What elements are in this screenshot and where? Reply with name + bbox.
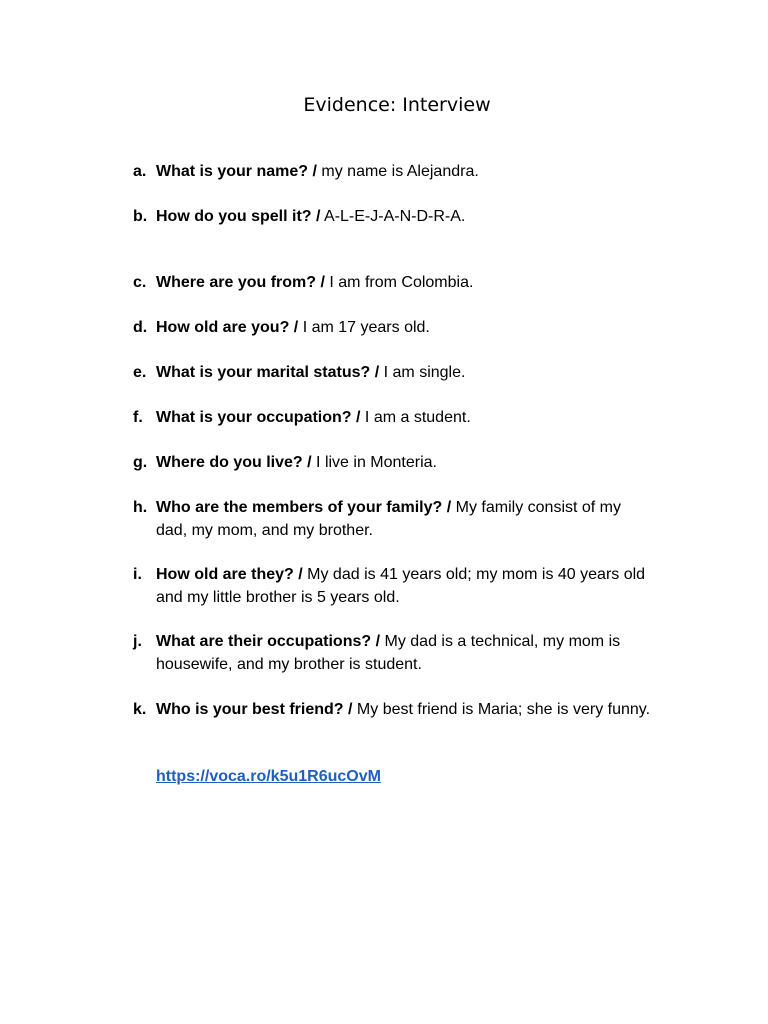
- item-letter: a.: [133, 163, 147, 180]
- separator: /: [298, 566, 303, 583]
- list-item: [133, 630, 653, 676]
- item-letter: k.: [133, 701, 147, 718]
- item-letter: i.: [133, 566, 142, 583]
- list-item: [133, 271, 653, 294]
- list-item: [133, 205, 653, 228]
- question-text: What is your marital status?: [156, 364, 371, 381]
- list-item: [133, 361, 653, 384]
- item-letter: e.: [133, 364, 147, 381]
- item-letter: b.: [133, 208, 148, 225]
- list-item: [133, 316, 653, 339]
- item-letter: c.: [133, 274, 147, 291]
- answer-text: my name is Alejandra.: [321, 163, 479, 180]
- item-letter: f.: [133, 409, 143, 426]
- list-item: [133, 698, 653, 721]
- separator: /: [312, 163, 317, 180]
- separator: /: [307, 454, 312, 471]
- list-item: [133, 160, 653, 183]
- question-text: How old are they?: [156, 566, 294, 583]
- answer-text: My best friend is Maria; she is very funny.: [356, 701, 651, 718]
- answer-text: I am 17 years old.: [302, 319, 430, 336]
- separator: /: [293, 319, 299, 336]
- question-text: What are their occupations?: [156, 633, 372, 650]
- item-letter: h.: [133, 499, 148, 516]
- question-text: How do you spell it?: [156, 208, 312, 225]
- item-letter: d.: [133, 319, 148, 336]
- answer-text: My family consist of my dad, my mom, and my brother.: [156, 499, 621, 539]
- answer-text: A-L-E-J-A-N-D-R-A.: [324, 208, 466, 225]
- item-letter: j.: [133, 633, 142, 650]
- question-text: Where are you from?: [156, 274, 317, 291]
- question-text: What is your name?: [156, 163, 309, 180]
- question-text: How old are you?: [156, 319, 290, 336]
- answer-text: I am a student.: [364, 409, 471, 426]
- separator: /: [446, 499, 452, 516]
- list-item: [133, 563, 653, 609]
- separator: /: [356, 409, 361, 426]
- list-item: [133, 496, 653, 542]
- separator: /: [375, 633, 381, 650]
- list-item: [133, 406, 653, 429]
- answer-text: My dad is 41 years old; my mom is 40 years old and my little brother is 5 years old.: [156, 566, 646, 606]
- separator: /: [374, 364, 380, 381]
- separator: /: [320, 274, 325, 291]
- separator: /: [316, 208, 321, 225]
- question-text: Where do you live?: [156, 454, 303, 471]
- list-item: [133, 451, 653, 474]
- question-text: What is your occupation?: [156, 409, 352, 426]
- answer-text: I live in Monteria.: [316, 454, 437, 471]
- page-title: Evidence: Interview: [303, 94, 491, 116]
- audio-link[interactable]: https://voca.ro/k5u1R6ucOvM: [156, 768, 381, 785]
- question-text: Who are the members of your family?: [156, 499, 443, 516]
- question-text: Who is your best friend?: [156, 701, 344, 718]
- answer-text: I am from Colombia.: [329, 274, 474, 291]
- item-letter: g.: [133, 454, 148, 471]
- answer-text: My dad is a technical, my mom is housewife, and my brother is student.: [156, 633, 621, 673]
- separator: /: [348, 701, 353, 718]
- answer-text: I am single.: [383, 364, 466, 381]
